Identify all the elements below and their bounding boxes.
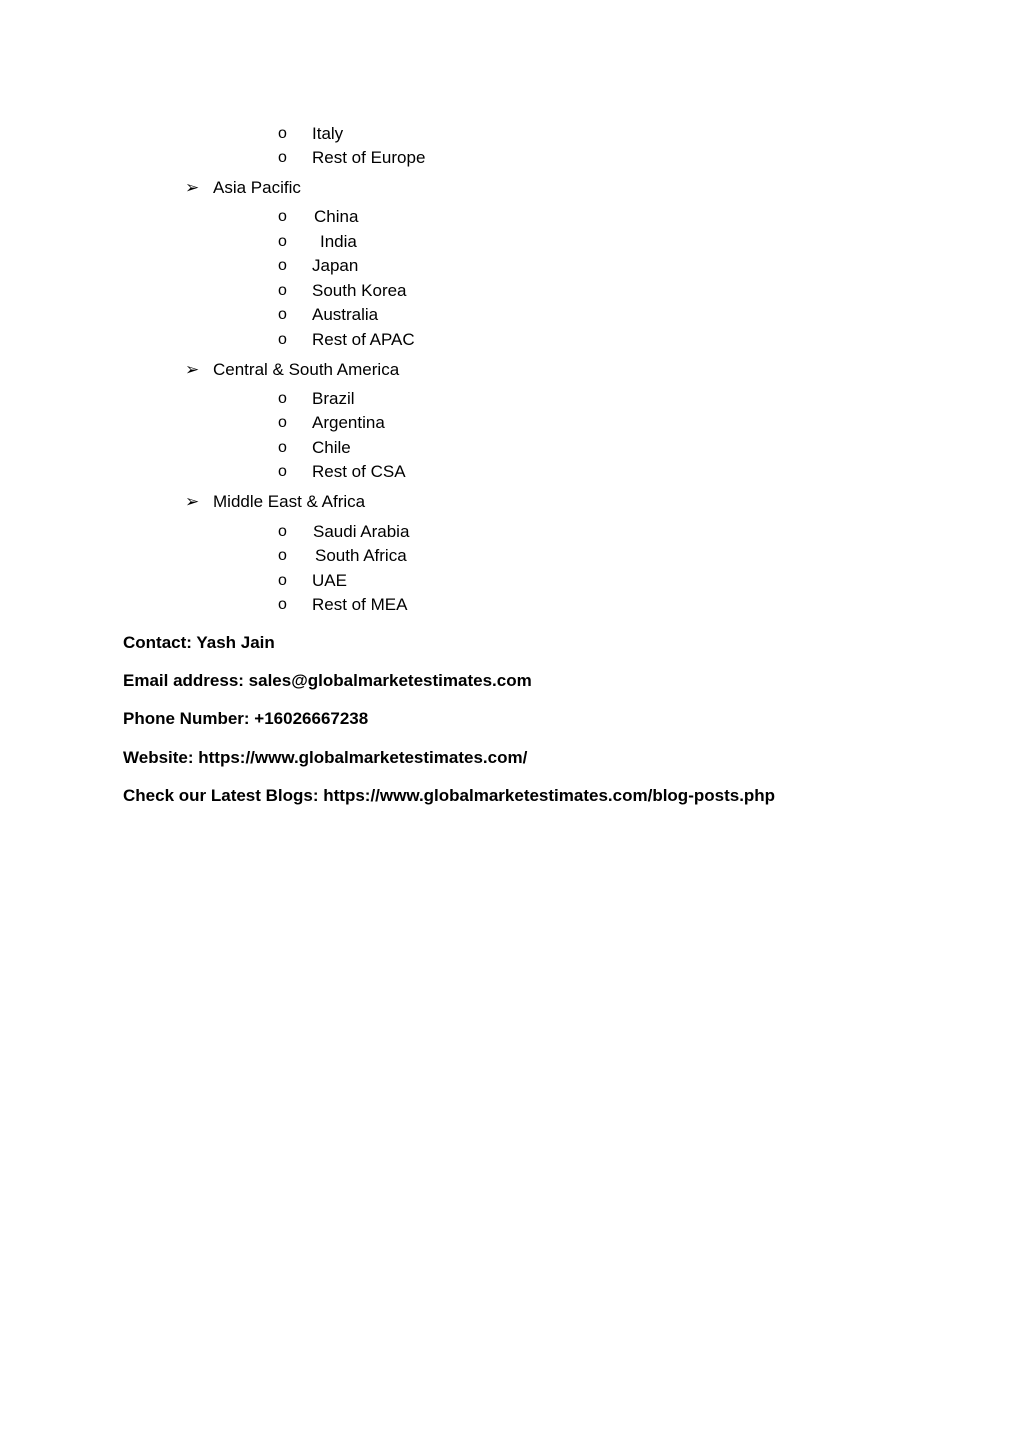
contact-phone-line: Phone Number: +16026667238 — [123, 709, 369, 728]
contact-website-line: Website: https://www.globalmarketestimates.com/ — [123, 748, 528, 767]
contact-blogs-line: Check our Latest Blogs: https://www.globalmarketestimates.com/blog-posts.php — [123, 786, 776, 805]
country-label: China — [314, 207, 359, 226]
country-label: Australia — [312, 305, 379, 324]
region-label: Asia Pacific — [213, 178, 301, 197]
arrow-bullet-icon: ➢ — [185, 360, 200, 379]
bullet-circle-icon: o — [278, 463, 287, 480]
country-label: Chile — [312, 438, 351, 457]
bullet-circle-icon: o — [278, 208, 287, 225]
bullet-circle-icon: o — [278, 257, 287, 274]
bullet-circle-icon: o — [278, 282, 287, 299]
country-label: Rest of Europe — [312, 148, 426, 167]
country-label: India — [320, 232, 357, 251]
contact-name-line: Contact: Yash Jain — [123, 633, 275, 652]
country-label: Saudi Arabia — [313, 522, 410, 541]
region-label: Central & South America — [213, 360, 400, 379]
bullet-circle-icon: o — [278, 596, 287, 613]
arrow-bullet-icon: ➢ — [185, 492, 200, 511]
bullet-circle-icon: o — [278, 390, 287, 407]
country-label: Italy — [312, 124, 344, 143]
bullet-circle-icon: o — [278, 523, 287, 540]
country-label: Brazil — [312, 389, 355, 408]
bullet-circle-icon: o — [278, 306, 287, 323]
country-label: South Africa — [315, 546, 407, 565]
country-label: South Korea — [312, 281, 407, 300]
bullet-circle-icon: o — [278, 439, 287, 456]
bullet-circle-icon: o — [278, 414, 287, 431]
bullet-circle-icon: o — [278, 331, 287, 348]
country-label: UAE — [312, 571, 347, 590]
country-label: Japan — [312, 256, 359, 275]
contact-email-line: Email address: sales@globalmarketestimates.com — [123, 671, 532, 690]
arrow-bullet-icon: ➢ — [185, 178, 200, 197]
country-label: Argentina — [312, 413, 385, 432]
country-label: Rest of APAC — [312, 330, 415, 349]
bullet-circle-icon: o — [278, 547, 287, 564]
bullet-circle-icon: o — [278, 572, 287, 589]
bullet-circle-icon: o — [278, 149, 287, 166]
country-label: Rest of CSA — [312, 462, 406, 481]
bullet-circle-icon: o — [278, 233, 287, 250]
country-label: Rest of MEA — [312, 595, 408, 614]
bullet-circle-icon: o — [278, 125, 287, 142]
region-label: Middle East & Africa — [213, 492, 366, 511]
